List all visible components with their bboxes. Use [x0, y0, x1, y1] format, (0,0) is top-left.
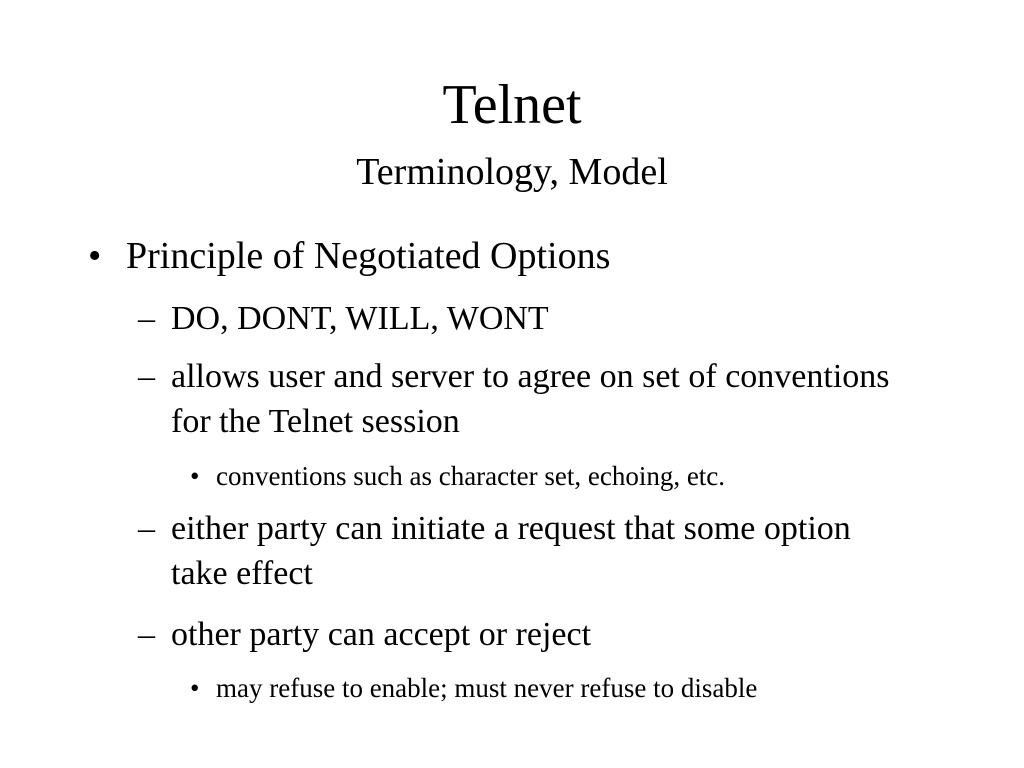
bullet-dot-icon: •	[190, 673, 200, 703]
dash-icon: –	[138, 616, 155, 653]
bullet-text: conventions such as character set, echoing, etc.	[216, 461, 726, 491]
bullet-text: either party can initiate a request that some option take effect	[171, 510, 851, 592]
bullet-level2	[138, 296, 898, 341]
bullet-text: may refuse to enable; must never refuse to disable	[216, 673, 758, 703]
bullet-level3	[190, 460, 950, 492]
slide-subtitle: Terminology, Model	[356, 151, 668, 193]
bullet-dot-icon: •	[88, 235, 102, 277]
bullet-text: other party can accept or reject	[171, 616, 592, 653]
bullet-text: allows user and server to agree on set of conventions for the Telnet session	[171, 358, 890, 440]
dash-icon: –	[138, 300, 155, 337]
bullet-text: Principle of Negotiated Options	[126, 235, 611, 277]
bullet-level3	[190, 672, 950, 704]
bullet-level2	[138, 612, 898, 657]
bullet-level2	[138, 506, 898, 596]
bullet-text: DO, DONT, WILL, WONT	[171, 300, 549, 337]
slide-title: Telnet	[442, 74, 582, 136]
bullet-level1	[88, 234, 610, 278]
dash-icon: –	[138, 358, 155, 395]
bullet-level2	[138, 354, 898, 444]
bullet-dot-icon: •	[190, 461, 200, 491]
dash-icon: –	[138, 510, 155, 547]
